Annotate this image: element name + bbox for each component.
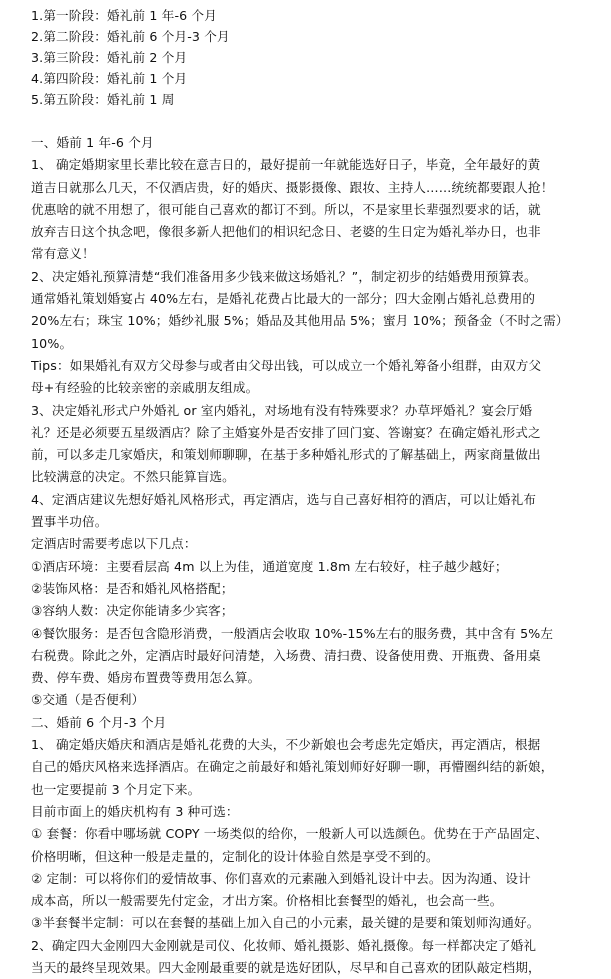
paragraph-line: 2、确定四大金刚四大金刚就是司仪、化妆师、婚礼摄影、婚礼摄像。每一样都决定了婚礼 [31,937,537,953]
stage-item-2: 2.第二阶段：婚礼前 6 个月-3 个月 [31,29,230,44]
paragraph-line: 2、决定婚礼预算清楚“我们准备用多少钱来做这场婚礼？”，制定初步的结婚费用预算表。 [31,268,537,284]
paragraph-line: 3、决定婚礼形式户外婚礼 or 室内婚礼，对场地有没有特殊要求？办草坪婚礼？宴会厅婚 [31,402,533,418]
paragraph-line: 礼？还是必须要五星级酒店？除了主婚宴外是否安排了回门宴、答谢宴？在确定婚礼形式之 [31,424,541,440]
paragraph-line: 前，可以多走几家婚庆，和策划师聊聊，在基于多种婚礼形式的了解基础上，两家商量做出 [31,447,541,463]
list-item-line: ① 套餐：你看中哪场就 COPY 一场类似的给你，一般新人可以选颜色。优势在于产品固定、 [31,826,548,842]
stage-item-3: 3.第三阶段：婚礼前 2 个月 [31,50,188,65]
paragraph-line: 通常婚礼策划婚宴占 40%左右，是婚礼花费占比最大的一部分；四大金刚占婚礼总费用的 [31,291,536,307]
paragraph-line: 20%左右；珠宝 10%；婚纱礼服 5%；婚品及其他用品 5%；蜜月 10%；预备金（不时之需） [31,313,569,329]
stage-item-1: 1.第一阶段：婚礼前 1 年-6 个月 [31,8,217,23]
tips-line: 母+有经验的比较亲密的亲戚朋友组成。 [31,380,259,396]
paragraph-line: 目前市面上的婚庆机构有 3 种可选： [31,803,239,819]
list-item-line: ③容纳人数：决定你能请多少宾客； [31,603,234,619]
paragraph-line: 1、 确定婚庆婚庆和酒店是婚礼花费的大头，不少新娘也会考虑先定婚庆，再定酒店，根据 [31,737,541,753]
paragraph-line: 比较满意的决定。不然只能算盲选。 [31,469,235,485]
paragraph-line: 也一定要提前 3 个月定下来。 [31,781,201,797]
document-page [31,5,587,979]
list-item-line: ⑤交通（是否便利） [31,692,145,708]
paragraph-line: 10%。 [31,335,73,351]
paragraph-line: 自己的婚庆风格来选择酒店。在确定之前最好和婚礼策划师好好聊一聊，再懵圈纠结的新娘， [31,759,554,775]
list-item-line: 右税费。除此之外，定酒店时最好问清楚，入场费、清扫费、设备使用费、开瓶费、备用桌 [31,647,541,663]
stage-item-4: 4.第四阶段：婚礼前 1 个月 [31,71,188,86]
document-body [31,132,587,979]
section-heading-2: 二、婚前 6 个月-3 个月 [31,714,167,730]
paragraph-line: 置事半功倍。 [31,514,108,530]
paragraph-line: 优惠啥的就不用想了，很可能自己喜欢的都订不到。所以，不是家里长辈强烈要求的话，就 [31,201,541,217]
list-item-line: ①酒店环境：主要看层高 4m 以上为佳，通道宽度 1.8m 左右较好，柱子越少越好； [31,558,508,574]
paragraph-line: 常有意义！ [31,246,95,262]
list-item-line: 价格明晰，但这种一般是走量的，定制化的设计体验自然是享受不到的。 [31,848,439,864]
tips-line: Tips：如果婚礼有双方父母参与或者由父母出钱，可以成立一个婚礼筹备小组群，由双方父 [31,357,542,373]
list-item-line: ②装饰风格：是否和婚礼风格搭配； [31,580,234,596]
stage-list [31,5,587,110]
list-item-line: 费、停车费、婚房布置费等费用怎么算。 [31,670,261,686]
section-heading-1: 一、婚前 1 年-6 个月 [31,135,154,150]
paragraph-line: 当天的最终呈现效果。四大金刚最重要的就是选好团队，尽早和自己喜欢的团队敲定档期， [31,959,541,975]
paragraph-line: 放弃吉日这个执念吧，像很多新人把他们的相识纪念日、老婆的生日定为婚礼举办日，也非 [31,224,541,240]
stage-item-5: 5.第五阶段：婚礼前 1 周 [31,92,175,107]
list-item-line: 成本高，所以一般需要先付定金，才出方案。价格相比套餐型的婚礼，也会高一些。 [31,893,503,909]
paragraph-line: 定酒店时需要考虑以下几点： [31,536,197,552]
paragraph-line: 道吉日就那么几天，不仅酒店贵，好的婚庆、摄影摄像、跟妆、主持人……统统都要跟人抢！ [31,179,554,195]
list-item-line: ③半套餐半定制：可以在套餐的基础上加入自己的小元素，最关键的是要和策划师沟通好。 [31,915,540,931]
list-item-line: ④餐饮服务：是否包含隐形消费，一般酒店会收取 10%-15%左右的服务费，其中含有 5%左 [31,625,554,641]
paragraph-line: 4、定酒店建议先想好婚礼风格形式，再定酒店，选与自己喜好相符的酒店，可以让婚礼布 [31,491,537,507]
paragraph-line: 1、 确定婚期家里长辈比较在意吉日的，最好提前一年就能选好日子，毕竟，全年最好的黄 [31,157,541,173]
blank-line [31,110,587,132]
list-item-line: ② 定制：可以将你们的爱情故事、你们喜欢的元素融入到婚礼设计中去。因为沟通、设计 [31,870,531,886]
